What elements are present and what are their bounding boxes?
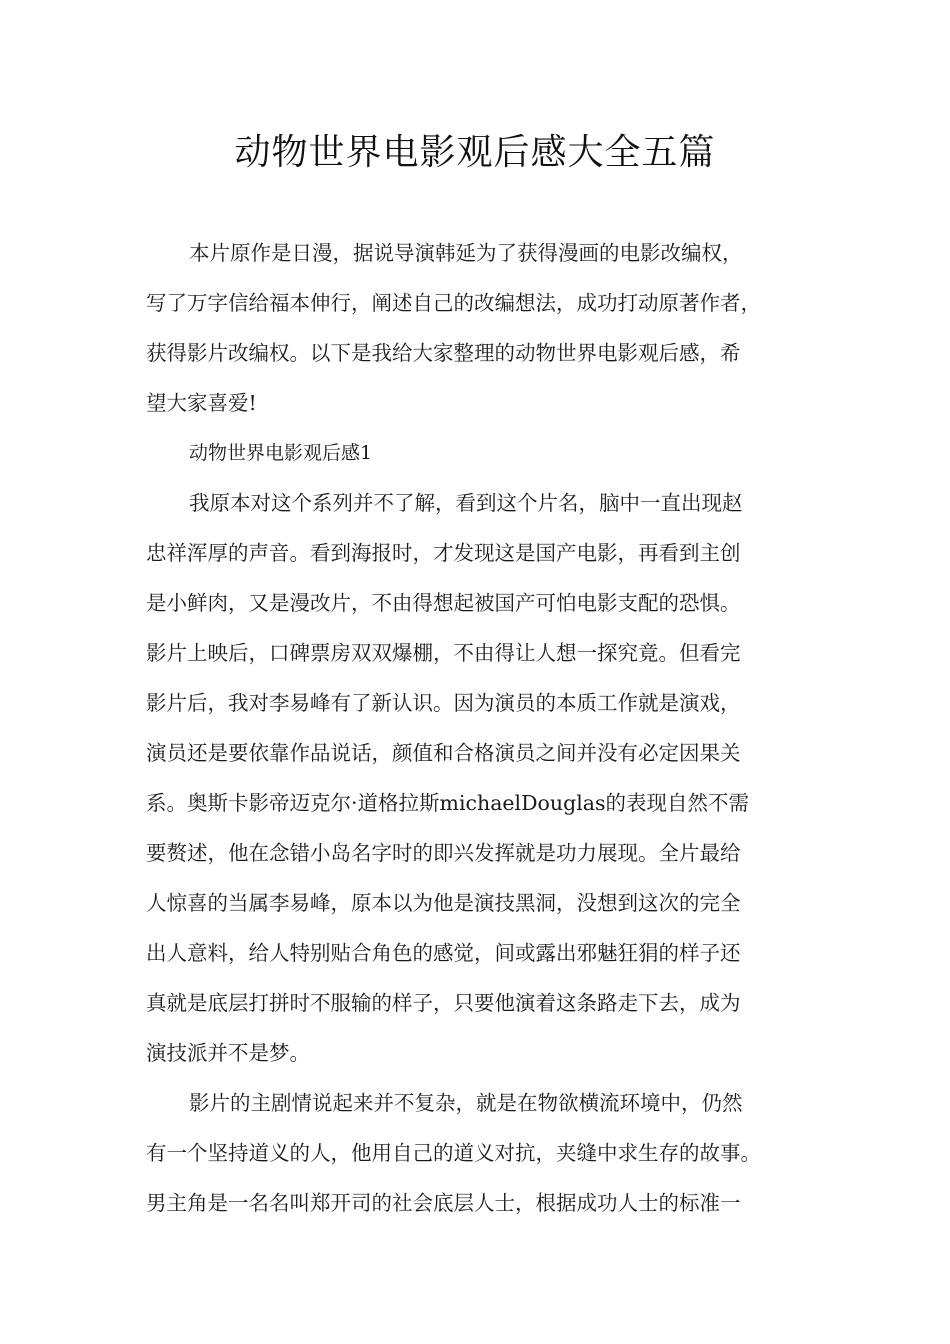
text-line: 出人意料，给人特别贴合角色的感觉，间或露出邪魅狂狷的样子还 xyxy=(146,941,741,965)
text-line: 有一个坚持道义的人，他用自己的道义对抗，夹缝中求生存的故事。 xyxy=(146,1141,761,1165)
text-line: 真就是底层打拼时不服输的样子，只要他演着这条路走下去，成为 xyxy=(146,991,741,1015)
text-line: 获得影片改编权。以下是我给大家整理的动物世界电影观后感，希 xyxy=(146,341,741,365)
text-line: 系。奥斯卡影帝迈克尔·道格拉斯michaelDouglas的表现自然不需 xyxy=(146,791,750,815)
text-line: 是小鲜肉，又是漫改片，不由得想起被国产可怕电影支配的恐惧。 xyxy=(146,591,741,615)
text-line: 演技派并不是梦。 xyxy=(146,1041,310,1065)
document-body xyxy=(146,228,814,1228)
text-line: 影片上映后，口碑票房双双爆棚，不由得让人想一探究竟。但看完 xyxy=(146,641,741,665)
text-line: 人惊喜的当属李易峰，原本以为他是演技黑洞，没想到这次的完全 xyxy=(146,891,741,915)
text-line: 本片原作是日漫，据说导演韩延为了获得漫画的电影改编权， xyxy=(189,241,743,265)
text-line: 影片后，我对李易峰有了新认识。因为演员的本质工作就是演戏， xyxy=(146,691,741,715)
text-line: 演员还是要依靠作品说话，颜值和合格演员之间并没有必定因果关 xyxy=(146,741,741,765)
text-line: 要赘述，他在念错小岛名字时的即兴发挥就是功力展现。全片最给 xyxy=(146,841,741,865)
section-heading: 动物世界电影观后感1 xyxy=(189,442,373,464)
text-line: 写了万字信给福本伸行，阐述自己的改编想法，成功打动原著作者， xyxy=(146,291,761,315)
text-line: 我原本对这个系列并不了解，看到这个片名，脑中一直出现赵 xyxy=(189,491,743,515)
text-line: 影片的主剧情说起来并不复杂，就是在物欲横流环境中，仍然 xyxy=(189,1091,743,1115)
document-title: 动物世界电影观后感大全五篇 xyxy=(234,132,716,173)
text-line: 忠祥浑厚的声音。看到海报时，才发现这是国产电影，再看到主创 xyxy=(146,541,741,565)
text-line: 望大家喜爱! xyxy=(146,391,257,415)
text-line: 男主角是一名名叫郑开司的社会底层人士，根据成功人士的标准一 xyxy=(146,1191,741,1215)
